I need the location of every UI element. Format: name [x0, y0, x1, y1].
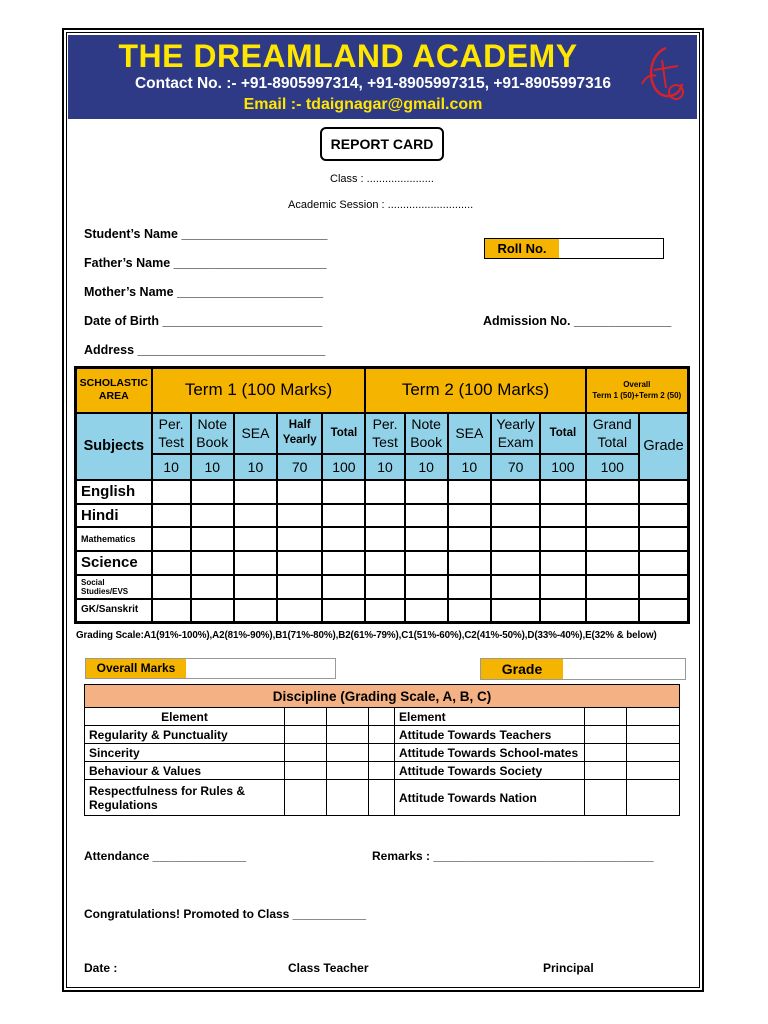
- marks-cell[interactable]: [152, 504, 191, 528]
- marks-cell[interactable]: [639, 527, 688, 551]
- discipline-grade-cell[interactable]: [585, 762, 627, 780]
- marks-cell[interactable]: [365, 575, 404, 599]
- marks-cell[interactable]: [277, 504, 322, 528]
- term2-header: Term 2 (100 Marks): [365, 368, 585, 413]
- subject-name-line1: English: [81, 482, 136, 500]
- column-header: [191, 413, 234, 454]
- marks-cell[interactable]: [152, 527, 191, 551]
- marks-cell[interactable]: [365, 599, 404, 623]
- contact-numbers: Contact No. :- +91-8905997314, +91-8905997315, +91-8905997316: [134, 75, 612, 92]
- table-row: [76, 551, 689, 575]
- table-row: [85, 780, 680, 816]
- student-name-field[interactable]: Student’s Name _____________________: [84, 227, 328, 241]
- marks-cell[interactable]: [639, 504, 688, 528]
- discipline-grade-cell[interactable]: [327, 780, 369, 816]
- marks-cell[interactable]: [322, 504, 365, 528]
- overall-marks-box[interactable]: [85, 658, 336, 679]
- marks-cell[interactable]: [540, 575, 585, 599]
- max-marks: 70: [277, 454, 322, 480]
- scholastic-area-header: SCHOLASTIC AREA: [76, 368, 152, 413]
- column-header: [405, 413, 448, 454]
- marks-cell[interactable]: [191, 480, 234, 504]
- marks-cell[interactable]: [586, 551, 639, 575]
- column-header: [322, 413, 365, 454]
- max-marks: 10: [365, 454, 404, 480]
- column-header: [152, 413, 191, 454]
- discipline-grade-cell[interactable]: [369, 744, 395, 762]
- marks-cell[interactable]: [448, 551, 491, 575]
- discipline-grade-cell[interactable]: [585, 780, 627, 816]
- marks-cell[interactable]: [152, 575, 191, 599]
- marks-cell[interactable]: [405, 504, 448, 528]
- remarks-field[interactable]: Remarks : _________________________________: [372, 849, 654, 863]
- marks-cell[interactable]: [152, 599, 191, 623]
- column-header-line2: Book: [410, 434, 443, 451]
- subject-name: [76, 480, 152, 504]
- marks-cell[interactable]: [405, 575, 448, 599]
- grade-box[interactable]: [480, 658, 686, 680]
- discipline-grade-cell[interactable]: [627, 744, 680, 762]
- subject-name-line2: Studies/EVS: [81, 586, 129, 596]
- marks-cell[interactable]: [448, 527, 491, 551]
- element-header-left: Element: [85, 708, 285, 726]
- max-marks: 10: [448, 454, 491, 480]
- marks-cell[interactable]: [234, 599, 277, 623]
- subject-name-line1: Mathematics: [81, 534, 136, 545]
- academy-logo-icon: [636, 40, 692, 110]
- marks-cell[interactable]: [448, 480, 491, 504]
- column-header-line1: Grand: [592, 416, 632, 433]
- marks-cell[interactable]: [540, 527, 585, 551]
- marks-cell[interactable]: [234, 480, 277, 504]
- table-row: [76, 527, 689, 551]
- marks-cell[interactable]: [277, 551, 322, 575]
- overall-header: [586, 368, 689, 413]
- max-marks: 10: [152, 454, 191, 480]
- discipline-grade-cell[interactable]: [285, 762, 327, 780]
- promoted-field[interactable]: Congratulations! Promoted to Class ___________: [84, 907, 367, 921]
- column-header-line1: Yearly: [496, 416, 535, 433]
- marks-cell[interactable]: [277, 480, 322, 504]
- marks-cell[interactable]: [448, 599, 491, 623]
- subject-name: [76, 527, 152, 551]
- discipline-grade-cell[interactable]: [585, 726, 627, 744]
- discipline-grade-cell[interactable]: [369, 726, 395, 744]
- marks-cell[interactable]: [191, 504, 234, 528]
- date-field[interactable]: Date :: [84, 961, 118, 975]
- marks-cell[interactable]: [277, 599, 322, 623]
- discipline-grade-cell[interactable]: [369, 780, 395, 816]
- marks-cell[interactable]: [639, 551, 688, 575]
- column-header-line1: Total: [549, 426, 577, 439]
- column-header-line2: Yearly: [282, 434, 317, 447]
- max-marks: 10: [234, 454, 277, 480]
- marks-cell[interactable]: [322, 480, 365, 504]
- school-name: THE DREAMLAND ACADEMY: [118, 38, 578, 74]
- subject-name: [76, 575, 152, 599]
- class-line: Class : ......................: [330, 173, 434, 185]
- table-row: [85, 762, 680, 780]
- school-email: Email :- tdaignagar@gmail.com: [243, 96, 483, 113]
- father-name-field[interactable]: Father’s Name ______________________: [84, 256, 327, 270]
- report-card-title: REPORT CARD: [320, 127, 444, 161]
- admission-no-field[interactable]: Admission No. ______________: [483, 314, 672, 328]
- column-header: [365, 413, 404, 454]
- column-header-line2: Exam: [497, 434, 534, 451]
- max-marks: 10: [191, 454, 234, 480]
- marks-cell[interactable]: [491, 575, 540, 599]
- marks-cell[interactable]: [234, 575, 277, 599]
- grade-header: Grade: [639, 413, 688, 480]
- marks-cell[interactable]: [491, 551, 540, 575]
- discipline-element-right: Attitude Towards Nation: [395, 780, 585, 816]
- column-header-line1: Note: [197, 416, 228, 433]
- max-marks: 10: [405, 454, 448, 480]
- roll-no-label: Roll No.: [485, 239, 559, 258]
- discipline-element-left: Sincerity: [85, 744, 285, 762]
- marks-cell[interactable]: [191, 527, 234, 551]
- discipline-element-left: Respectfulness for Rules & Regulations: [85, 780, 285, 816]
- marks-cell[interactable]: [586, 599, 639, 623]
- principal-signature: Principal: [543, 961, 594, 975]
- marks-cell[interactable]: [365, 527, 404, 551]
- column-header-line2: Test: [372, 434, 398, 451]
- overall-marks-label: Overall Marks: [86, 659, 186, 678]
- marks-cell[interactable]: [448, 575, 491, 599]
- column-header: [448, 413, 491, 454]
- column-header-line1: Note: [411, 416, 441, 433]
- column-header-line1: Total: [330, 426, 358, 439]
- marks-cell[interactable]: [234, 527, 277, 551]
- marks-cell[interactable]: [277, 527, 322, 551]
- subject-name: [76, 504, 152, 528]
- mother-name-field[interactable]: Mother’s Name _____________________: [84, 285, 324, 299]
- marks-cell[interactable]: [540, 551, 585, 575]
- overall-header-line1: Overall: [623, 380, 651, 390]
- discipline-grade-cell[interactable]: [627, 726, 680, 744]
- grade-label: Grade: [481, 659, 563, 679]
- marks-cell[interactable]: [365, 551, 404, 575]
- column-header-line1: SEA: [455, 425, 484, 442]
- marks-cell[interactable]: [639, 480, 688, 504]
- max-marks: 70: [491, 454, 540, 480]
- marks-cell[interactable]: [277, 575, 322, 599]
- marks-cell[interactable]: [152, 551, 191, 575]
- attendance-field[interactable]: Attendance ______________: [84, 849, 247, 863]
- marks-cell[interactable]: [191, 551, 234, 575]
- subject-name-line1: Hindi: [81, 506, 119, 524]
- class-teacher-signature: Class Teacher: [288, 961, 369, 975]
- table-row: [85, 744, 680, 762]
- discipline-grade-cell[interactable]: [369, 762, 395, 780]
- discipline-grade-cell[interactable]: [285, 726, 327, 744]
- marks-cell[interactable]: [639, 575, 688, 599]
- column-header: [277, 413, 322, 454]
- marks-cell[interactable]: [234, 551, 277, 575]
- subject-name-line1: Science: [81, 554, 138, 572]
- discipline-grade-cell[interactable]: [285, 780, 327, 816]
- discipline-grade-cell[interactable]: [327, 726, 369, 744]
- marks-cell[interactable]: [322, 551, 365, 575]
- marks-cell[interactable]: [540, 480, 585, 504]
- term1-header: Term 1 (100 Marks): [152, 368, 366, 413]
- subject-name-line1: Social: [81, 577, 105, 587]
- marks-cell[interactable]: [234, 504, 277, 528]
- marks-cell[interactable]: [152, 480, 191, 504]
- marks-cell[interactable]: [405, 551, 448, 575]
- marks-cell[interactable]: [491, 480, 540, 504]
- marks-cell[interactable]: [322, 527, 365, 551]
- discipline-element-left: Regularity & Punctuality: [85, 726, 285, 744]
- discipline-grade-cell[interactable]: [627, 762, 680, 780]
- marks-cell[interactable]: [540, 504, 585, 528]
- marks-cell[interactable]: [540, 599, 585, 623]
- column-header-line2: Total: [597, 434, 628, 451]
- table-row: [76, 504, 689, 528]
- discipline-table: [84, 684, 680, 816]
- table-row: [85, 726, 680, 744]
- max-marks: 100: [586, 454, 639, 480]
- column-header-line2: Test: [158, 434, 184, 451]
- overall-header-line2: Term 1 (50)+Term 2 (50): [592, 391, 682, 401]
- element-header-right: Element: [395, 708, 585, 726]
- marks-cell[interactable]: [491, 599, 540, 623]
- column-header-line2: Book: [196, 434, 229, 451]
- subject-name-line1: GK/Sanskrit: [81, 604, 139, 616]
- marks-cell[interactable]: [191, 599, 234, 623]
- marks-cell[interactable]: [365, 504, 404, 528]
- marks-cell[interactable]: [586, 575, 639, 599]
- table-row: [76, 480, 689, 504]
- marks-cell[interactable]: [586, 527, 639, 551]
- subject-name: [76, 599, 152, 623]
- discipline-element-right: Attitude Towards Teachers: [395, 726, 585, 744]
- dob-field[interactable]: Date of Birth _______________________: [84, 314, 323, 328]
- marks-cell[interactable]: [322, 575, 365, 599]
- discipline-title: Discipline (Grading Scale, A, B, C): [85, 685, 680, 708]
- marks-cell[interactable]: [405, 480, 448, 504]
- subjects-header: Subjects: [76, 413, 152, 480]
- marks-cell[interactable]: [405, 527, 448, 551]
- discipline-grade-cell[interactable]: [627, 780, 680, 816]
- marks-cell[interactable]: [191, 575, 234, 599]
- discipline-element-right: Attitude Towards Society: [395, 762, 585, 780]
- session-line: Academic Session : ............................: [288, 199, 474, 211]
- marks-cell[interactable]: [639, 599, 688, 623]
- column-header-line1: SEA: [241, 425, 270, 442]
- subject-name: [76, 551, 152, 575]
- discipline-grade-cell[interactable]: [327, 762, 369, 780]
- marks-cell[interactable]: [365, 480, 404, 504]
- column-header: [234, 413, 277, 454]
- max-marks: 100: [540, 454, 585, 480]
- column-header: [540, 413, 585, 454]
- marks-cell[interactable]: [491, 527, 540, 551]
- max-marks: 100: [322, 454, 365, 480]
- discipline-grade-cell[interactable]: [327, 744, 369, 762]
- column-header: [491, 413, 540, 454]
- table-row: [76, 575, 689, 599]
- roll-no-box[interactable]: [484, 238, 664, 259]
- grading-scale: Grading Scale:A1(91%-100%),A2(81%-90%),B1(71%-80%),B2(61%-79%),C1(51%-60%),C2(41%-50%),D(33%-40%),E(32% & below): [76, 630, 657, 641]
- discipline-grade-cell[interactable]: [285, 744, 327, 762]
- marks-cell[interactable]: [586, 504, 639, 528]
- marks-cell[interactable]: [491, 504, 540, 528]
- column-header-line1: Half: [288, 419, 311, 432]
- address-field[interactable]: Address ___________________________: [84, 343, 326, 357]
- marks-table: [74, 366, 690, 624]
- discipline-element-left: Behaviour & Values: [85, 762, 285, 780]
- table-row: [76, 599, 689, 623]
- marks-cell[interactable]: [586, 480, 639, 504]
- discipline-element-right: Attitude Towards School-mates: [395, 744, 585, 762]
- column-header: [586, 413, 639, 454]
- column-header-line1: Per.: [372, 416, 398, 433]
- discipline-grade-cell[interactable]: [585, 744, 627, 762]
- marks-cell[interactable]: [448, 504, 491, 528]
- column-header-line1: Per.: [158, 416, 184, 433]
- marks-cell[interactable]: [405, 599, 448, 623]
- marks-cell[interactable]: [322, 599, 365, 623]
